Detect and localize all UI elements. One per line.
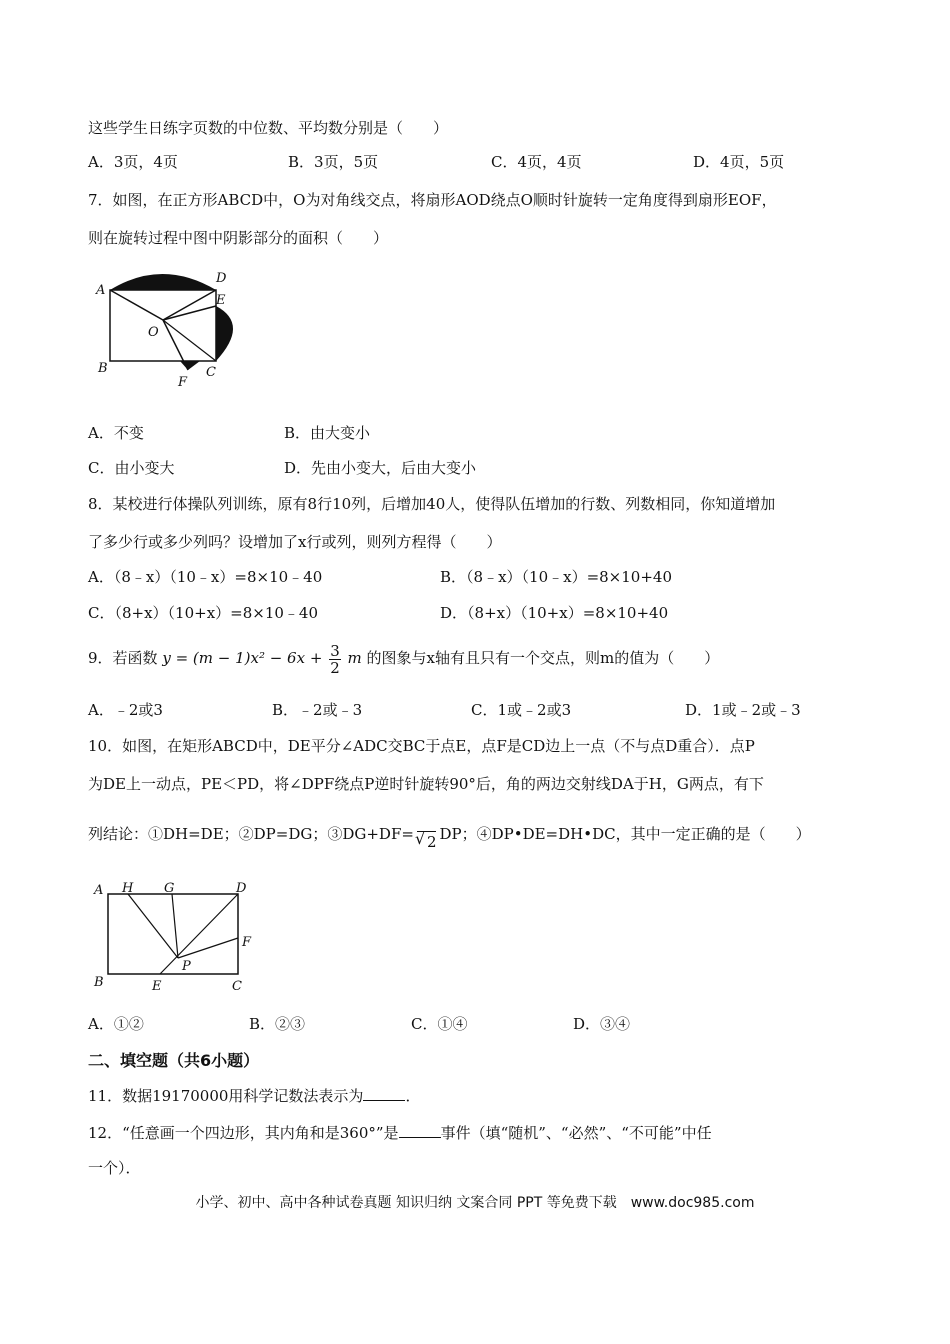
q11-text: 11．数据19170000用科学记数法表示为 bbox=[88, 1087, 364, 1105]
section-heading-fill-in: 二、填空题（共6小题） bbox=[88, 1051, 260, 1070]
q9-frac-num: 3 bbox=[330, 641, 340, 660]
q10-stem-line2: 为DE上一动点，PE＜PD，将∠DPF绕点P逆时针旋转90°后，角的两边交射线DA于H，G两点，有下 bbox=[88, 775, 764, 793]
q10-label-g: G bbox=[164, 881, 175, 896]
q9-fraction bbox=[329, 643, 341, 676]
q6-option-b: B．3页，5页 bbox=[288, 153, 379, 171]
q8-option-b: B．（8﹣x）（10﹣x）=8×10+40 bbox=[440, 568, 672, 586]
q7-label-f: F bbox=[178, 375, 188, 390]
q7-stem-line2: 则在旋转过程中图中阴影部分的面积（ ） bbox=[88, 229, 389, 247]
q6-option-d: D．4页，5页 bbox=[693, 153, 785, 171]
q10-option-d: D．③④ bbox=[573, 1015, 631, 1033]
q9-formula-right: m bbox=[347, 649, 362, 667]
q10-option-b: B．②③ bbox=[249, 1015, 306, 1033]
q10-option-c: C．①④ bbox=[411, 1015, 468, 1033]
q10-sqrt: √ 2 bbox=[417, 831, 437, 852]
q12-answer-blank bbox=[399, 1121, 441, 1138]
q8-option-a: A．（8﹣x）（10﹣x）=8×10﹣40 bbox=[88, 568, 323, 586]
q12-text-a: 12．“任意画一个四边形，其内角和是360°”是 bbox=[88, 1124, 399, 1142]
q7-option-a: A．不变 bbox=[88, 424, 144, 442]
q9-frac-den: 2 bbox=[330, 658, 340, 677]
q6-option-c: C．4页，4页 bbox=[491, 153, 582, 171]
q7-label-c: C bbox=[206, 365, 216, 380]
q8-stem-line1: 8．某校进行体操队列训练，原有8行10列，后增加40人，使得队伍增加的行数、列数相同，你知道增加 bbox=[88, 495, 776, 513]
q8-stem-line2: 了多少行或多少列吗？设增加了x行或列，则列方程得（ ） bbox=[88, 533, 502, 551]
q6-option-a: A．3页，4页 bbox=[88, 153, 178, 171]
q10-stem-line1: 10．如图，在矩形ABCD中，DE平分∠ADC交BC于点E，点F是CD边上一点（不与点D重合）．点P bbox=[88, 737, 755, 755]
q7-option-c: C．由小变大 bbox=[88, 459, 175, 477]
q10-label-p: P bbox=[182, 959, 191, 974]
q7-stem-line1: 7．如图，在正方形ABCD中，O为对角线交点，将扇形AOD绕点O顺时针旋转一定角度得到扇形EOF， bbox=[88, 191, 777, 209]
q7-label-e: E bbox=[216, 293, 226, 308]
q10-label-h: H bbox=[122, 881, 134, 896]
q10-label-a: A bbox=[94, 883, 104, 898]
q7-option-d: D．先由小变大，后由大变小 bbox=[284, 459, 477, 477]
q9-prefix: 9．若函数 bbox=[88, 649, 158, 667]
q7-label-a: A bbox=[96, 283, 106, 298]
page-footer: 小学、初中、高中各种试卷真题 知识归纳 文案合同 PPT 等免费下载 www.doc985.com bbox=[195, 1195, 755, 1211]
q9-option-b: B．﹣2或﹣3 bbox=[272, 701, 363, 719]
q10-option-a: A．①② bbox=[88, 1015, 144, 1033]
q10-label-d: D bbox=[236, 881, 247, 896]
q12-text-b: 事件（填“随机”、“必然”、“不可能”中任 bbox=[440, 1124, 712, 1142]
q7-label-d: D bbox=[216, 271, 227, 286]
q9-option-a: A．﹣2或3 bbox=[88, 701, 163, 719]
q11-stem bbox=[88, 1084, 420, 1106]
q9-option-c: C．1或﹣2或3 bbox=[471, 701, 572, 719]
q10-line3-part-a: 列结论：①DH=DE；②DP=DG；③DG+DF= bbox=[88, 825, 414, 843]
q9-option-d: D．1或﹣2或﹣3 bbox=[685, 701, 801, 719]
q11-answer-blank bbox=[363, 1084, 405, 1101]
q8-option-c: C．（8+x）（10+x）=8×10﹣40 bbox=[88, 604, 319, 622]
q8-option-d: D．（8+x）（10+x）=8×10+40 bbox=[440, 604, 669, 622]
q6-stem: 这些学生日练字页数的中位数、平均数分别是（ ） bbox=[88, 119, 449, 137]
q9-formula-left: y = (m − 1)x² − 6x + bbox=[162, 649, 323, 667]
q10-label-b: B bbox=[94, 975, 104, 990]
q9-suffix: 的图象与x轴有且只有一个交点，则m的值为（ ） bbox=[366, 649, 720, 667]
q10-label-c: C bbox=[232, 979, 242, 994]
q12-stem-line1 bbox=[88, 1121, 712, 1143]
q7-label-b: B bbox=[98, 361, 108, 376]
q10-figure bbox=[90, 880, 260, 998]
q9-stem bbox=[88, 640, 719, 676]
q10-label-f: F bbox=[242, 935, 252, 950]
q12-stem-line2: 一个）． bbox=[88, 1159, 141, 1177]
q10-line3-part-b: DP；④DP•DE=DH•DC，其中一定正确的是（ ） bbox=[439, 825, 811, 843]
q10-label-e: E bbox=[152, 979, 162, 994]
q11-end: ． bbox=[405, 1087, 421, 1105]
q10-stem-line3 bbox=[88, 823, 811, 851]
q7-option-b: B．由大变小 bbox=[284, 424, 371, 442]
q7-figure bbox=[92, 262, 252, 392]
q7-label-o: O bbox=[148, 325, 159, 340]
